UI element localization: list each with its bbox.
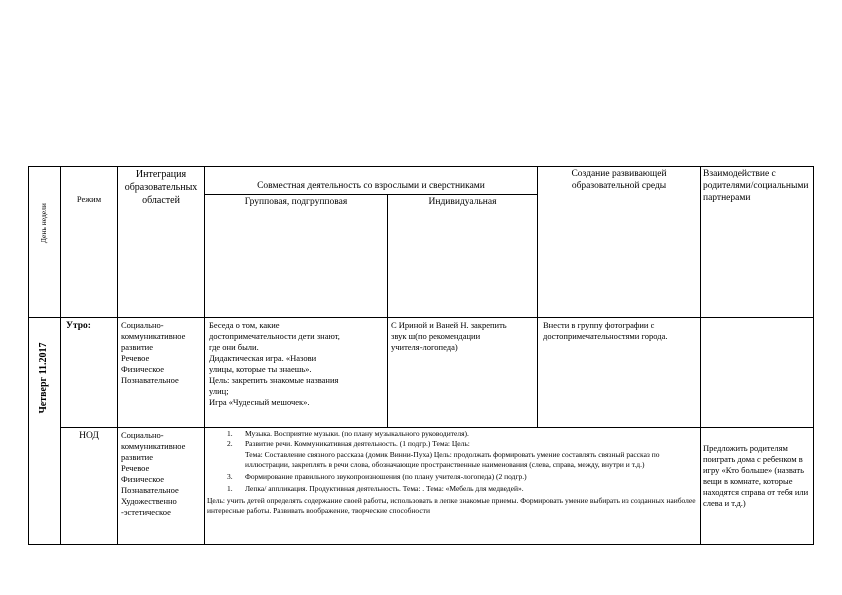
nod-item-text: Развитие речи. Коммуникативная деятельность. (1 подгр.) Тема: Цель: [245, 439, 470, 449]
table-top-border [28, 166, 814, 167]
group-line: достопримечательности дети знают, [209, 331, 340, 341]
nod-item-num: 1. [227, 429, 233, 438]
nod-areas [121, 430, 203, 518]
header-integration: Интеграция образовательных областей [124, 169, 198, 206]
area-item: Социально- [121, 320, 164, 330]
nod-activities [207, 429, 698, 543]
area-item: Социально- [121, 430, 164, 440]
group-line: улиц; [209, 386, 229, 396]
col-border-2 [117, 166, 118, 545]
nod-item-1 [207, 429, 698, 439]
row-nod-group-divider [204, 427, 700, 428]
area-item: коммуникативное развитие [121, 441, 186, 462]
area-item: Художественно [121, 496, 177, 506]
area-item: -эстетическое [121, 507, 171, 517]
day-label: Четверг 11.2017 [38, 342, 49, 414]
nod-item-text: Тема: Составление связного рассказа (домик Винни-Пуха) Цель: продолжать формировать умение составлять связный рассказ по иллюстрации, закреплять в речи слова, обозначающие пространственные наименования (слева, справа, между, внутри и т.д.) [245, 449, 660, 469]
group-line: улицы, которые ты знаешь». [209, 364, 312, 374]
area-item: Физическое [121, 364, 165, 374]
nod-tail-text: Цель: учить детей определять содержание своей работы, использовать в лепке знакомые приемы. Формировать умение выбирать из созданных наиболее интересные работы. Развивать воображение, творческие способности [207, 495, 696, 516]
morning-areas [121, 320, 203, 386]
group-line: Игра «Чудесный мешочек». [209, 397, 310, 407]
area-item: Речевое [121, 353, 150, 363]
group-line: Беседа о том, какие [209, 320, 280, 330]
nod-item-text: Формирование правильного звукопроизношения (по плану учителя-логопеда) (2 подгр.) [245, 472, 527, 482]
morning-mode: Утро: [66, 321, 91, 331]
col-border-4 [387, 194, 388, 428]
col-border-6 [700, 166, 701, 545]
nod-item-text: Музыка. Восприятие музыки. (по плану музыкального руководителя). [245, 429, 469, 438]
header-mode: Режим [76, 194, 102, 204]
area-item: Физическое [121, 474, 165, 484]
nod-item-num: 1. [227, 484, 233, 494]
morning-group-text [209, 320, 386, 408]
header-joint: Совместная деятельность со взрослыми и сверстниками [257, 181, 485, 191]
col-border-5 [537, 166, 538, 428]
morning-environment-text: Внести в группу фотографии с достопримечательностями города. [543, 320, 668, 341]
nod-item-3 [207, 472, 698, 482]
col-border-3 [204, 166, 205, 545]
nod-item-2 [207, 439, 698, 449]
nod-mode: НОД [79, 431, 99, 441]
header-individual: Индивидуальная [428, 197, 497, 207]
nod-item-text: Лепка/ аппликация. Продуктивная деятельность. Тема: . Тема: «Мебель для медведей». [245, 484, 524, 494]
nod-item-num: 3. [227, 472, 233, 482]
header-day-cell [28, 166, 60, 317]
day-cell [28, 318, 60, 544]
row-morning-top-border [28, 317, 814, 318]
area-item: Познавательное [121, 375, 179, 385]
area-item: Речевое [121, 463, 150, 473]
nod-parents-text: Предложить родителям поиграть дома с ребенком в игру «Кто больше» (назвать вещи в комнате, которые находятся справа от тебя или слева и т.д.) [703, 443, 809, 508]
nod-item-4 [207, 484, 698, 494]
area-item: коммуникативное развитие [121, 331, 186, 352]
header-group: Групповая, подгрупповая [244, 197, 348, 207]
header-parents: Взаимодействие с родителями/социальными партнерами [703, 169, 809, 203]
group-line: где они были. [209, 342, 259, 352]
area-item: Познавательное [121, 485, 179, 495]
nod-item-num: 2. [227, 439, 233, 449]
table-bottom-border [28, 544, 814, 545]
subheader-border [204, 194, 538, 195]
morning-individual-text: С Ириной и Ваней Н. закрепить звук ш(по рекомендации учителя-логопеда) [391, 320, 507, 352]
group-line: Дидактическая игра. «Назови [209, 353, 317, 363]
group-line: Цель: закрепить знакомые названия [209, 375, 339, 385]
col-border-1 [60, 166, 61, 545]
header-environment: Создание развивающей образовательной среды [571, 169, 667, 191]
header-day: День недели [38, 203, 48, 244]
nod-item-2-detail [207, 450, 698, 471]
col-border-7 [813, 166, 814, 545]
